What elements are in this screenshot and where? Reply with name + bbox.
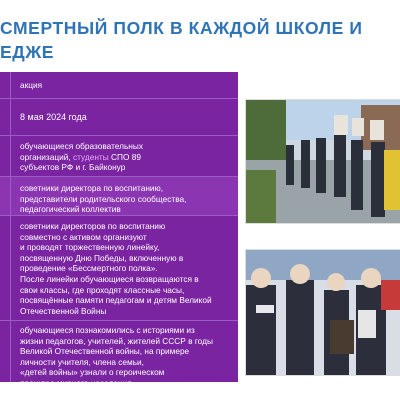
march-photo-street bbox=[245, 99, 400, 224]
row-value bbox=[20, 141, 234, 173]
slide-title bbox=[0, 16, 400, 64]
table-row-participants bbox=[0, 136, 238, 177]
table-row-type bbox=[0, 72, 238, 99]
row-label-cell bbox=[0, 177, 11, 215]
slide-title-line2: ЕДЖЕ bbox=[0, 42, 55, 62]
row-value: советники директоров по воспитанию совместно с активом организуют и проводят торжественную линейку, посвященную Дню Победы, включенную в проведение «Бессмертного полка». После линейки обучающиеся возвращаются в свои классы, где проходят классные часы, посвящённые памяти педагогам и детям Великой Отечественной Войны bbox=[20, 221, 212, 316]
table-row-results bbox=[0, 321, 238, 388]
row-label-cell bbox=[0, 136, 11, 176]
row-label-cell bbox=[0, 99, 11, 135]
row-label-cell bbox=[0, 72, 11, 98]
row-value: советники директора по воспитанию, представители родительского сообщества, педагогический коллектив bbox=[20, 183, 187, 215]
slide-title-line1: СМЕРТНЫЙ ПОЛК В КАЖДОЙ ШКОЛЕ И bbox=[0, 18, 363, 38]
row-value-highlight: студенты bbox=[72, 151, 109, 162]
row-value-part: обучающиеся образовательных организаций, bbox=[20, 141, 143, 162]
table-row-organizers bbox=[0, 177, 238, 216]
row-label-cell bbox=[0, 321, 11, 382]
table-row-description bbox=[0, 216, 238, 321]
info-table bbox=[0, 72, 238, 388]
row-value-part: СПО 89 субъектов РФ и г. Байконур bbox=[20, 151, 141, 173]
table-row-date bbox=[0, 99, 238, 136]
row-value: акция bbox=[20, 80, 43, 90]
row-label-cell bbox=[0, 216, 11, 320]
march-photo-children bbox=[245, 249, 400, 376]
row-value: обучающиеся познакомились с историями из жизни педагогов, учителей, жителей СССР в годы Великой Отечественной войны, на примере личности учителя, члена семьи, «детей войны» узнали о героическом прошлое мирного населения bbox=[20, 325, 213, 388]
row-value: 8 мая 2024 года bbox=[20, 112, 87, 122]
